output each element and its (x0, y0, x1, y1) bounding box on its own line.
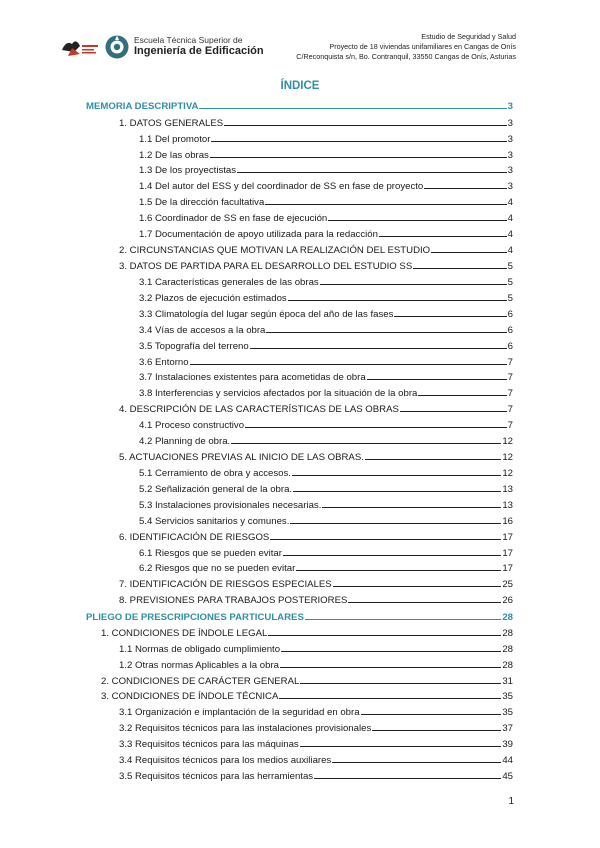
toc-entry-label: 1.1 Normas de obligado cumplimiento (119, 644, 281, 655)
toc-entry-label: 3. CONDICIONES DE ÍNDOLE TÉCNICA (101, 691, 279, 702)
toc-section-entry[interactable] (86, 611, 513, 624)
toc-entry-page: 28 (502, 612, 513, 623)
toc-entry-page: 13 (502, 484, 513, 495)
toc-leader-line (322, 507, 501, 508)
toc-entry-label: 3.5 Requisitos técnicos para las herramientas (119, 771, 314, 782)
toc-leader-line (300, 746, 502, 747)
toc-entry-label: 3.4 Requisitos técnicos para los medios auxiliares (119, 755, 332, 766)
toc-entry-page: 6 (507, 325, 513, 336)
toc-leader-line (250, 348, 507, 349)
toc-leader-line (296, 570, 501, 571)
toc-entry-page: 35 (502, 707, 513, 718)
toc-entry[interactable] (119, 531, 513, 544)
toc-entry[interactable] (139, 164, 513, 177)
toc-entry[interactable] (119, 594, 513, 607)
school-name (134, 35, 264, 58)
toc-entry[interactable] (139, 324, 513, 337)
toc-entry-label: 3.5 Topografía del terreno (139, 341, 249, 352)
toc-entry-label: 4.2 Planning de obra. (139, 436, 231, 447)
toc-entry-page: 5 (507, 261, 513, 272)
toc-leader-line (245, 427, 507, 428)
toc-leader-line (328, 220, 506, 221)
toc-entry-label: 3.2 Requisitos técnicos para las instalaciones provisionales (119, 723, 372, 734)
running-header (296, 32, 516, 62)
toc-entry-label: 8. PREVISIONES PARA TRABAJOS POSTERIORES (119, 595, 348, 606)
toc-entry-page: 28 (502, 660, 513, 671)
toc-entry-page: 3 (507, 134, 513, 145)
toc-entry[interactable] (119, 403, 513, 416)
toc-entry[interactable] (139, 356, 513, 369)
toc-entry-label: 7. IDENTIFICACIÓN DE RIESGOS ESPECIALES (119, 579, 332, 590)
toc-entry[interactable] (139, 435, 513, 448)
toc-entry-label: 1.2 De las obras (139, 150, 209, 161)
toc-entry-label: 4.1 Proceso constructivo (139, 420, 245, 431)
toc-leader-line (361, 714, 502, 715)
school-name-line2: Ingeniería de Edificación (134, 45, 264, 57)
toc-leader-line (224, 125, 507, 126)
toc-entry[interactable] (119, 117, 513, 130)
toc-section-entry[interactable] (86, 100, 513, 113)
toc-entry-page: 12 (502, 452, 513, 463)
toc-entry-label: 1. DATOS GENERALES (119, 118, 224, 129)
toc-entry-label: 4. DESCRIPCIÓN DE LAS CARACTERÍSTICAS DE LAS OBRAS (119, 404, 399, 415)
toc-entry-page: 26 (502, 595, 513, 606)
toc-entry-label: 5. ACTUACIONES PREVIAS AL INICIO DE LAS OBRAS. (119, 452, 364, 463)
toc-entry-label: 3.2 Plazos de ejecución estimados (139, 293, 287, 304)
toc-entry[interactable] (139, 180, 513, 193)
toc-entry-label: 3.7 Instalaciones existentes para acometidas de obra (139, 372, 366, 383)
toc-leader-line (268, 635, 501, 636)
toc-entry-label: 1.6 Coordinador de SS en fase de ejecución (139, 213, 328, 224)
toc-leader-line (314, 778, 501, 779)
toc-entry-page: 7 (507, 372, 513, 383)
toc-entry-page: 28 (502, 644, 513, 655)
toc-entry-page: 44 (502, 755, 513, 766)
toc-entry-page: 13 (502, 500, 513, 511)
toc-entry-label: 1.4 Del autor del ESS y del coordinador de SS en fase de proyecto (139, 181, 424, 192)
toc-entry-page: 17 (502, 532, 513, 543)
page-title: ÍNDICE (280, 80, 320, 92)
toc-leader-line (431, 252, 507, 253)
toc-entry-label: 3. DATOS DE PARTIDA PARA EL DESARROLLO DEL ESTUDIO SS (119, 261, 413, 272)
toc-entry[interactable] (139, 371, 513, 384)
toc-entry[interactable] (119, 659, 513, 672)
toc-entry[interactable] (139, 499, 513, 512)
toc-entry[interactable] (119, 754, 513, 767)
project-name: Proyecto de 18 viviendas unifamiliares en Cangas de Onís (329, 42, 516, 51)
toc-entry-label: 5.3 Instalaciones provisionales necesarias. (139, 500, 322, 511)
toc-entry-page: 17 (502, 563, 513, 574)
toc-entry-label: 5.2 Señalización general de la obra. (139, 484, 293, 495)
toc-entry[interactable] (119, 578, 513, 591)
toc-entry[interactable] (139, 276, 513, 289)
toc-leader-line (199, 108, 506, 109)
toc-entry-page: 3 (507, 101, 513, 112)
toc-leader-line (424, 188, 506, 189)
toc-leader-line (279, 698, 501, 699)
toc-entry-label: 5.1 Cerramiento de obra y accesos. (139, 468, 291, 479)
toc-entry-label: 1.5 De la dirección facultativa (139, 197, 265, 208)
toc-entry[interactable] (101, 627, 513, 640)
toc-leader-line (210, 157, 507, 158)
toc-leader-line (266, 332, 506, 333)
toc-entry-page: 4 (507, 197, 513, 208)
toc-entry[interactable] (139, 515, 513, 528)
toc-leader-line (265, 204, 506, 205)
toc-entry-page: 4 (507, 245, 513, 256)
school-emblem-icon (104, 34, 130, 60)
toc-entry-label: MEMORIA DESCRIPTIVA (86, 101, 199, 112)
toc-leader-line (281, 651, 501, 652)
toc-entry-label: 1.3 De los proyectistas (139, 165, 237, 176)
toc-entry[interactable] (119, 244, 513, 257)
toc-entry-label: 3.4 Vías de accesos a la obra (139, 325, 266, 336)
toc-entry-page: 7 (507, 404, 513, 415)
toc-entry[interactable] (119, 738, 513, 751)
toc-entry-page: 28 (502, 628, 513, 639)
toc-entry-page: 17 (502, 548, 513, 559)
toc-entry[interactable] (139, 419, 513, 432)
toc-entry-page: 25 (502, 579, 513, 590)
toc-entry[interactable] (119, 643, 513, 656)
toc-entry-label: 6. IDENTIFICACIÓN DE RIESGOS (119, 532, 270, 543)
toc-entry-label: PLIEGO DE PRESCRIPCIONES PARTICULARES (86, 612, 304, 623)
toc-leader-line (394, 316, 506, 317)
toc-entry-page: 12 (502, 468, 513, 479)
toc-entry[interactable] (139, 212, 513, 225)
toc-leader-line (418, 395, 506, 396)
toc-entry[interactable] (119, 451, 513, 464)
toc-entry[interactable] (139, 308, 513, 321)
toc-leader-line (293, 491, 501, 492)
toc-entry-label: 3.3 Requisitos técnicos para las máquinas (119, 739, 299, 750)
toc-entry[interactable] (139, 387, 513, 400)
toc-entry-label: 3.1 Características generales de las obras (139, 277, 319, 288)
toc-entry-page: 3 (507, 165, 513, 176)
toc-entry-label: 6.2 Riesgos que no se pueden evitar (139, 563, 296, 574)
doc-title: Estudio de Seguridad y Salud (421, 32, 516, 41)
toc-entry-label: 5.4 Servicios sanitarios y comunes. (139, 516, 290, 527)
toc-leader-line (305, 619, 501, 620)
toc-entry-label: 3.3 Climatología del lugar según época del año de las fases (139, 309, 394, 320)
toc-leader-line (413, 268, 506, 269)
toc-leader-line (372, 730, 501, 731)
toc-leader-line (211, 141, 506, 142)
project-address: C/Reconquista s/n, Bo. Contranquil, 33550 Cangas de Onís, Asturias (296, 52, 516, 61)
toc-entry-page: 31 (502, 676, 513, 687)
toc-leader-line (231, 443, 501, 444)
toc-entry-page: 5 (507, 293, 513, 304)
toc-entry-page: 7 (507, 388, 513, 399)
toc-entry[interactable] (139, 133, 513, 146)
toc-leader-line (280, 667, 501, 668)
toc-leader-line (237, 172, 507, 173)
toc-entry-page: 12 (502, 436, 513, 447)
toc-entry[interactable] (101, 690, 513, 703)
toc-entry[interactable] (101, 675, 513, 688)
toc-leader-line (283, 555, 501, 556)
toc-leader-line (292, 475, 501, 476)
toc-entry-page: 7 (507, 420, 513, 431)
toc-entry-label: 6.1 Riesgos que se pueden evitar (139, 548, 282, 559)
toc-leader-line (288, 300, 507, 301)
toc-entry[interactable] (139, 228, 513, 241)
toc-entry-page: 3 (507, 118, 513, 129)
toc-leader-line (365, 459, 501, 460)
toc-entry-page: 7 (507, 357, 513, 368)
toc-leader-line (320, 284, 507, 285)
toc-entry[interactable] (139, 483, 513, 496)
toc-leader-line (190, 364, 507, 365)
toc-entry-label: 2. CIRCUNSTANCIAS QUE MOTIVAN LA REALIZACIÓN DEL ESTUDIO (119, 245, 431, 256)
toc-entry-label: 3.8 Interferencias y servicios afectados por la situación de la obra (139, 388, 418, 399)
toc-entry-page: 3 (507, 181, 513, 192)
toc-entry-label: 3.1 Organización e implantación de la seguridad en obra (119, 707, 360, 718)
toc-leader-line (290, 523, 501, 524)
toc-entry-page: 4 (507, 229, 513, 240)
toc-leader-line (333, 586, 502, 587)
toc-entry-label: 1.7 Documentación de apoyo utilizada para la redacción (139, 229, 378, 240)
toc-leader-line (300, 683, 501, 684)
toc-entry[interactable] (139, 467, 513, 480)
toc-entry-page: 39 (502, 739, 513, 750)
toc-entry[interactable] (139, 562, 513, 575)
school-name-line1: Escuela Técnica Superior de (134, 35, 243, 45)
toc-leader-line (367, 379, 507, 380)
toc-entry-label: 1.2 Otras normas Aplicables a la obra (119, 660, 279, 671)
toc-entry-page: 5 (507, 277, 513, 288)
toc-entry-page: 45 (502, 771, 513, 782)
toc-entry[interactable] (119, 722, 513, 735)
toc-leader-line (270, 539, 501, 540)
toc-entry[interactable] (119, 770, 513, 783)
toc-entry[interactable] (139, 340, 513, 353)
toc-entry-page: 6 (507, 341, 513, 352)
toc-entry[interactable] (119, 260, 513, 273)
toc-leader-line (348, 602, 501, 603)
page-number: 1 (508, 796, 514, 807)
toc-entry[interactable] (139, 149, 513, 162)
toc-entry-page: 35 (502, 691, 513, 702)
toc-entry-label: 1. CONDICIONES DE ÍNDOLE LEGAL (101, 628, 268, 639)
toc-entry-page: 16 (502, 516, 513, 527)
toc-entry-page: 3 (507, 150, 513, 161)
toc-entry[interactable] (139, 547, 513, 560)
toc-entry-page: 4 (507, 213, 513, 224)
toc-leader-line (400, 411, 507, 412)
toc-entry-label: 2. CONDICIONES DE CARÁCTER GENERAL (101, 676, 300, 687)
toc-entry[interactable] (119, 706, 513, 719)
toc-leader-line (332, 762, 501, 763)
toc-entry-page: 6 (507, 309, 513, 320)
university-logo-icon (60, 36, 100, 58)
toc-entry[interactable] (139, 196, 513, 209)
toc-entry-page: 37 (502, 723, 513, 734)
toc-entry-label: 1.1 Del promotor (139, 134, 211, 145)
toc-entry[interactable] (139, 292, 513, 305)
toc-entry-label: 3.6 Entorno (139, 357, 189, 368)
toc-leader-line (379, 236, 507, 237)
